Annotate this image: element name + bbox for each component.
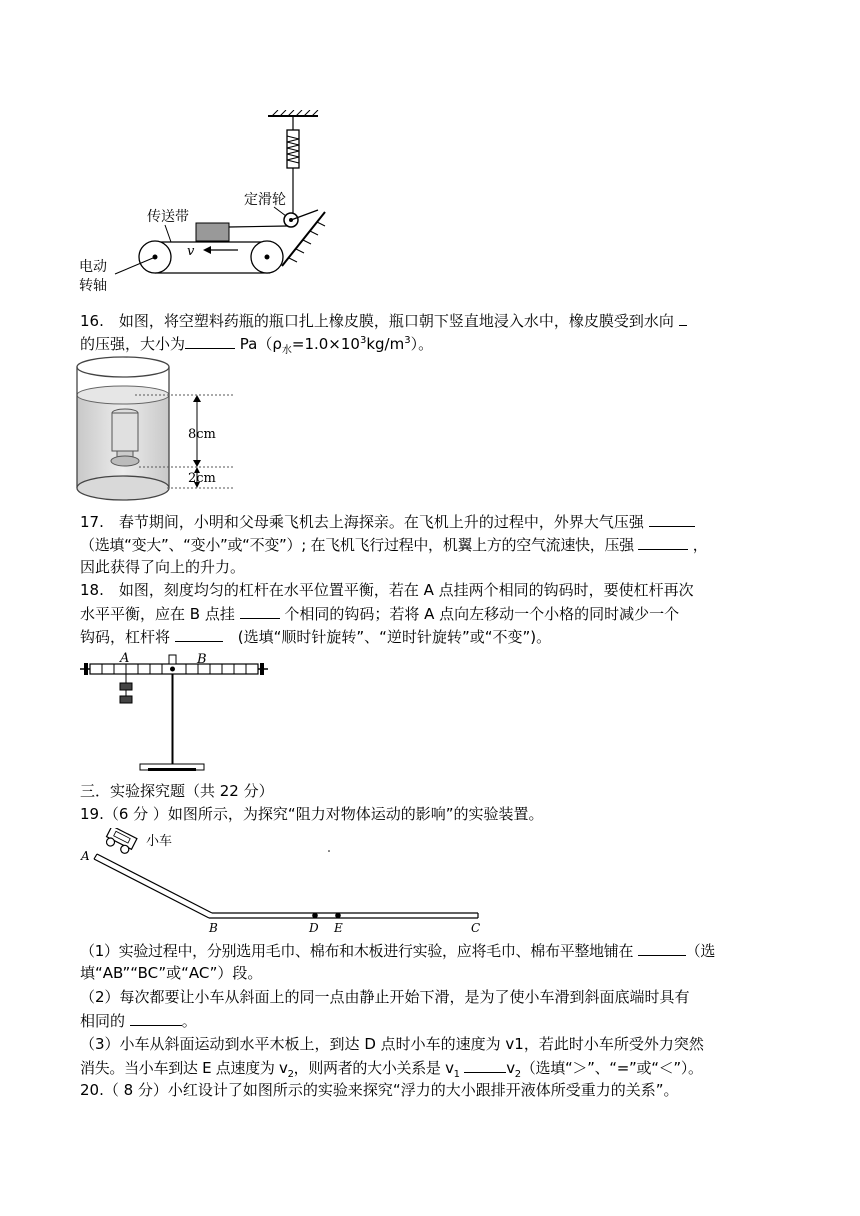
q18-line1: 18. 如图，刻度均匀的杠杆在水平位置平衡，若在 A 点挂两个相同的钩码时，要使杠杆再次 [80, 581, 694, 599]
q17-line1: 17. 春节期间，小明和父母乘飞机去上海探亲。在飞机上升的过程中，外界大气压强 [80, 511, 785, 532]
ramp-label-d: D [309, 921, 319, 935]
ramp-label-b: B [209, 921, 218, 935]
q17-line2: （选填“变大”、“变小”或“不变”）; 在飞机飞行过程中，机翼上方的空气流速快，压强 ， [80, 536, 708, 554]
q19-line1: 19.（6 分 ）如图所示，为探究“阻力对物体运动的影响”的实验装置。 [80, 805, 544, 823]
label-8cm: 8cm [188, 427, 216, 442]
q19-1-line2: 填“AB”“BC”或“AC”）段。 [80, 964, 263, 982]
lever-label-b: B [197, 652, 207, 667]
q18-line3: 钩码，杠杆将 (选填“顺时针旋转”、“逆时针旋转”或“不变”)。 [80, 628, 552, 646]
bottle-figure [75, 355, 240, 505]
ramp-label-e: E [334, 921, 343, 935]
label-2cm: 2cm [188, 471, 216, 486]
lever-figure [80, 650, 270, 775]
motor-label-1: 电动 [79, 259, 107, 275]
q17-line3: 因此获得了向上的升力。 [80, 558, 246, 576]
belt-label: 传送带 [147, 209, 189, 225]
velocity-label: v [187, 244, 195, 259]
q19-3-line2: 消失。当小车到达 E 点速度为 $v_2$，则两者的大小关系是 $v_1$ $v_2$（选填“＞”、“=”或“＜”）。 [80, 1059, 703, 1080]
ramp-label-c: C [471, 921, 481, 935]
q18-line2: 水平平衡，应在 B 点挂 个相同的钩码；若将 A 点向左移动一个小格的同时减少一个 [80, 605, 680, 623]
q19-1-line1: （1）实验过程中，分别选用毛巾、棉布和木板进行实验，应将毛巾、棉布平整地铺在 （选 [80, 942, 716, 960]
q19-2-line2: 相同的 。 [80, 1012, 197, 1030]
motor-label-2: 转轴 [79, 278, 107, 294]
pulley-label: 定滑轮 [244, 192, 286, 208]
q16-line1: 16. 如图，将空塑料药瓶的瓶口扎上橡皮膜，瓶口朝下竖直地浸入水中，橡皮膜受到水向 [80, 310, 785, 331]
car-label: 小车 [146, 834, 173, 849]
conveyor-belt-figure [75, 110, 335, 300]
lever-label-a: A [120, 651, 130, 666]
q20-line1: 20.（ 8 分）小红设计了如图所示的实验来探究“浮力的大小跟排开液体所受重力的关系”。 [80, 1081, 679, 1099]
q19-3-line1: （3）小车从斜面运动到水平木板上，到达 D 点时小车的速度为 v1，若此时小车所受外力突然 [80, 1035, 704, 1053]
ramp-figure [78, 828, 488, 938]
section3-title: 三．实验探究题（共 22 分） [80, 782, 274, 800]
q19-2-line1: （2）每次都要让小车从斜面上的同一点由静止开始下滑，是为了使小车滑到斜面底端时具有 [80, 988, 690, 1006]
q16-line2: 的压强，大小为 $Pa(\rho_水=1.0\times 10^3kg/m^3)$。 [80, 335, 434, 356]
ramp-label-a: A [81, 849, 90, 863]
